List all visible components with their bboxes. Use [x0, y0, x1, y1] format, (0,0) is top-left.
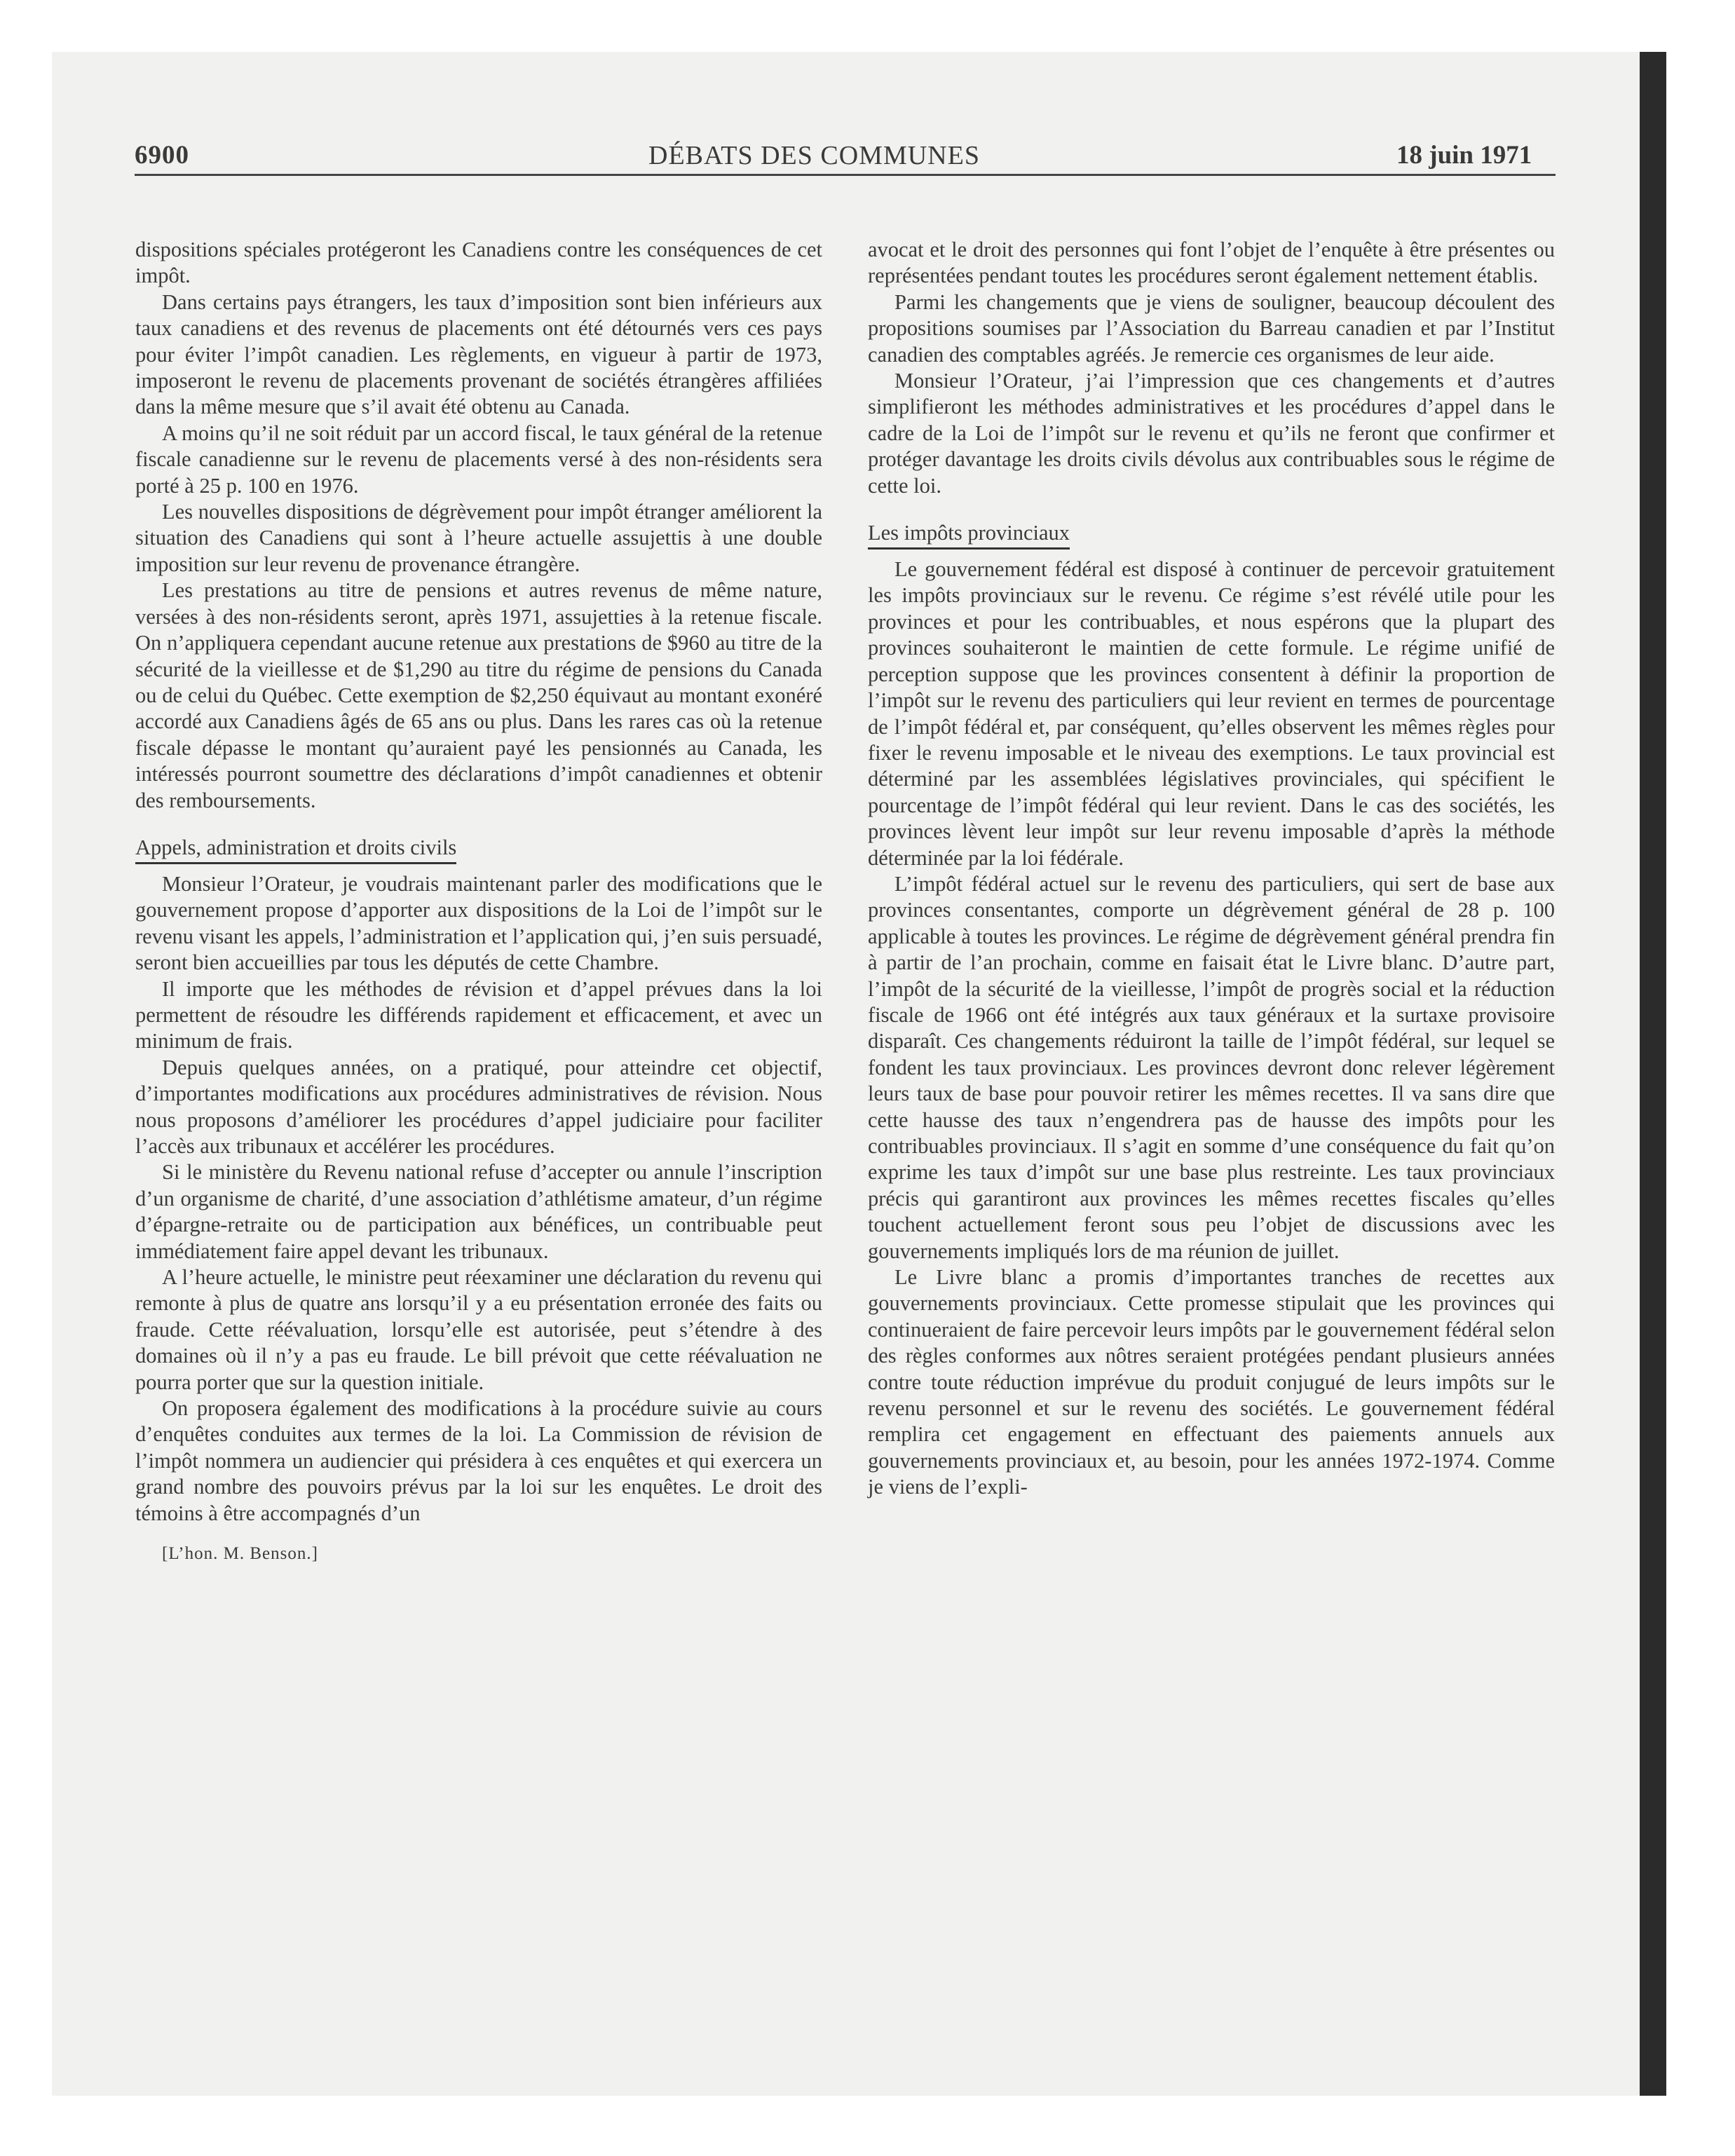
paragraph: dispositions spéciales protégeront les Canadiens contre les conséquences de cet impôt. [135, 238, 822, 288]
paragraph: Les prestations au titre de pensions et autres revenus de même nature, versées à des non-résidents seront, après 1971, assujetties à la retenue fiscale. On n’appliquera cependant aucune retenue aux prestations de $960 au titre de la sécurité de la vieillesse et de $1,290 au titre du régime de pensions du Canada ou de celui du Québec. Cette exemption de $2,250 équivaut au montant exonéré accordé aux Canadiens âgés de 65 ans ou plus. Dans les rares cas où la retenue fiscale dépasse le montant qu’auraient payé les pensionnés au Canada, les intéressés pourront soumettre des déclarations d’impôt canadiennes et obtenir des remboursements. [135, 578, 822, 812]
paragraph: Il importe que les méthodes de révision et d’appel prévues dans la loi permettent de résoudre les différends rapidement et efficacement, et avec un minimum de frais. [135, 976, 822, 1053]
right-column [868, 237, 1555, 1501]
scan-edge-shadow [1640, 52, 1666, 2096]
header-rule [135, 174, 1556, 176]
speaker-attribution: [L’hon. M. Benson.] [162, 1544, 318, 1564]
paragraph: L’impôt fédéral actuel sur le revenu des particuliers, qui sert de base aux provinces consentantes, comporte un dégrèvement général de 28 p. 100 applicable à toutes les provinces. Le régime de dégrèvement général prendra fin à partir de l’an prochain, comme en faisait état le Livre blanc. D’autre part, l’impôt de la sécurité de la vieillesse, l’impôt de progrès social et la réduction fiscale de 1966 ont été intégrés aux taux généraux et la surtaxe provisoire disparaît. Ces changements réduiront la taille de l’impôt fédéral, sur lequel se fondent les taux provinciaux. Les provinces devront donc relever légèrement leurs taux de base pour pouvoir retirer les mêmes recettes. Il va sans dire que cette hausse des taux n’engendrera pas de hausse des impôts pour les contribuables provinciaux. Il s’agit en somme d’une conséquence du fait qu’on exprime les taux d’impôt sur une base plus restreinte. Les taux provinciaux précis qui garantiront aux provinces les mêmes recettes fiscales qu’elles touchent actuellement feront sous peu l’objet de discussions avec les gouvernements impliqués lors de ma réunion de juillet. [868, 871, 1555, 1263]
paragraph: Parmi les changements que je viens de souligner, beaucoup découlent des propositions soumises par l’Association du Barreau canadien et par l’Institut canadien des comptables agréés. Je remercie ces organismes de leur aide. [868, 289, 1555, 367]
paragraph: On proposera également des modifications à la procédure suivie au cours d’enquêtes conduites aux termes de la loi. La Commission de révision de l’impôt nommera un audiencier qui présidera à ces enquêtes et qui exercera un grand nombre des pouvoirs prévus par la loi sur les enquêtes. Le droit des témoins à être accompagnés d’un [135, 1396, 822, 1525]
paragraph: Si le ministère du Revenu national refuse d’accepter ou annule l’inscription d’un organisme de charité, d’une association d’athlétisme amateur, d’un régime d’épargne-retraite ou de participation aux bénéfices, un contribuable peut immédiatement faire appel devant les tribunaux. [135, 1160, 822, 1263]
journal-title: DÉBATS DES COMMUNES [648, 141, 980, 170]
page-number: 6900 [135, 141, 189, 170]
section-heading-appels: Appels, administration et droits civils [135, 835, 456, 864]
paragraph: Les nouvelles dispositions de dégrèvement pour impôt étranger améliorent la situation des Canadiens qui sont à l’heure actuelle assujettis à une double imposition sur leur revenu de provenance étrangère. [135, 500, 822, 576]
paragraph: Monsieur l’Orateur, j’ai l’impression que ces changements et d’autres simplifieront les méthodes administratives et les procédures d’appel dans le cadre de la Loi de l’impôt sur le revenu et qu’ils ne feront que confirmer et protéger davantage les droits civils dévolus aux contribuables sous le régime de cette loi. [868, 369, 1555, 498]
issue-date: 18 juin 1971 [1396, 141, 1532, 170]
paragraph: A l’heure actuelle, le ministre peut réexaminer une déclaration du revenu qui remonte à plus de quatre ans lorsqu’il y a eu présentation erronée des faits ou fraude. Cette réévaluation, lorsqu’elle est autorisée, peut s’étendre à des domaines où il n’y a pas eu fraude. Le bill prévoit que cette réévaluation ne pourra porter que sur la question initiale. [135, 1265, 822, 1394]
paragraph: Monsieur l’Orateur, je voudrais maintenant parler des modifications que le gouvernement propose d’apporter aux dispositions de la Loi de l’impôt sur le revenu visant les appels, l’administration et l’application qui, j’en suis persuadé, seront bien accueillies par tous les députés de cette Chambre. [135, 871, 822, 975]
paragraph: A moins qu’il ne soit réduit par un accord fiscal, le taux général de la retenue fiscale canadienne sur le revenu de placements versé à des non-résidents sera porté à 25 p. 100 en 1976. [135, 421, 822, 498]
paragraph: avocat et le droit des personnes qui font l’objet de l’enquête à être présentes ou représentées pendant toutes les procédures seront également nettement établis. [868, 238, 1555, 288]
section-heading-impots-provinciaux: Les impôts provinciaux [868, 520, 1070, 550]
paragraph: Le Livre blanc a promis d’importantes tranches de recettes aux gouvernements provinciaux. Cette promesse stipulait que les provinces qui continueraient de faire percevoir leurs impôts par le gouvernement fédéral selon des règles conformes aux nôtres seraient protégées pendant plusieurs années contre toute réduction imprévue du produit conjugué de leurs impôts sur le revenu personnel et sur le revenu des sociétés. Le gouvernement fédéral remplira cet engagement en effectuant des paiements annuels aux gouvernements provinciaux et, au besoin, pour les années 1972-1974. Comme je viens de l’expli- [868, 1265, 1555, 1499]
paragraph: Le gouvernement fédéral est disposé à continuer de percevoir gratuitement les impôts provinciaux sur le revenu. Ce régime s’est révélé utile pour les provinces et pour les contribuables, et nous espérons que la plupart des provinces souhaiteront le maintien de cette formule. Le régime unifié de perception suppose que les provinces consentent à définir la proportion de l’impôt sur le revenu des particuliers qui leur revient en termes de pourcentage de l’impôt fédéral et, par conséquent, qu’elles observent les mêmes règles pour fixer le revenu imposable et le niveau des exemptions. Le taux provincial est déterminé par les assemblées législatives provinciales, qui spécifient le pourcentage de l’impôt fédéral qui leur revient. Dans le cas des sociétés, les provinces lèvent leur impôt sur leur revenu imposable d’après la méthode déterminée par la loi fédérale. [868, 557, 1555, 870]
paragraph: Dans certains pays étrangers, les taux d’imposition sont bien inférieurs aux taux canadiens et des revenus de placements ont été détournés vers ces pays pour éviter l’impôt canadien. Les règlements, en vigueur à partir de 1973, imposeront le revenu de placements provenant de sociétés étrangères affiliées dans la même mesure que s’il avait été obtenu au Canada. [135, 289, 822, 419]
left-column [135, 237, 822, 1567]
paragraph: Depuis quelques années, on a pratiqué, pour atteindre cet objectif, d’importantes modifications aux procédures administratives de révision. Nous nous proposons d’améliorer les procédures d’appel judiciaire pour faciliter l’accès aux tribunaux et accélérer les procédures. [135, 1055, 822, 1158]
